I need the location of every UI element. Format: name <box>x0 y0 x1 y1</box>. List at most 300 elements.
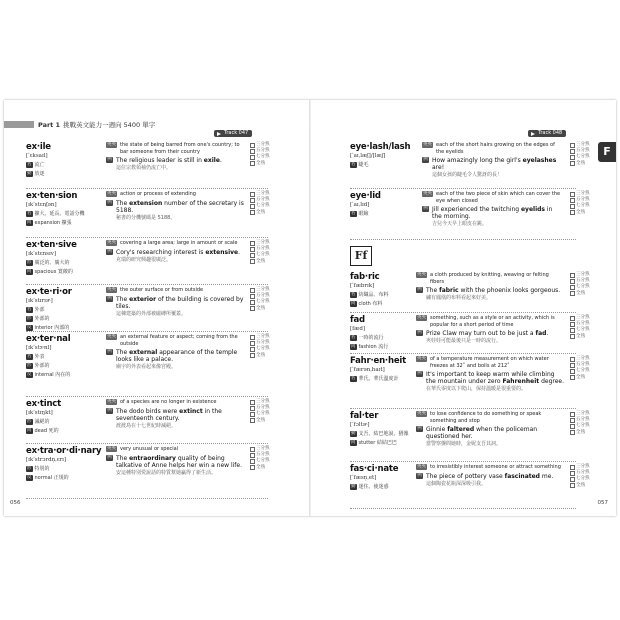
example-text <box>432 157 564 171</box>
pos-line <box>350 300 410 307</box>
word-column <box>26 191 100 226</box>
sentence-keyword: exterior <box>129 295 157 303</box>
definition-column <box>106 240 248 263</box>
gloss: internal 內在的 <box>34 372 71 378</box>
phonetic: [ˈaɪˌlæʃ]/[læʃ] <box>350 153 386 159</box>
pos-tag: 動 <box>351 430 356 436</box>
phonetic: [ɪkˈstɪŋkt] <box>26 410 53 416</box>
gloss: normal 正規的 <box>34 475 69 481</box>
example-icon: 例 <box>417 330 422 335</box>
checkbox[interactable] <box>250 155 255 160</box>
sentence-pre: The <box>116 199 130 207</box>
header-bar <box>4 121 34 128</box>
example-icon: 例 <box>417 472 422 478</box>
definition-tag: 英英 <box>107 240 116 245</box>
checkbox[interactable] <box>250 353 255 358</box>
checkbox[interactable] <box>570 465 575 470</box>
phonetic: [ˈɛksaɪl] <box>26 153 48 159</box>
checkbox[interactable] <box>570 412 575 417</box>
checklist-label: 七分熟 <box>256 203 270 209</box>
example-icon: 例 <box>417 287 422 292</box>
checklist-label: 三分熟 <box>576 356 590 361</box>
definition-text: very unusual or special <box>120 446 179 452</box>
checklist-label: 五分熟 <box>576 321 590 327</box>
pos-tag: 名 <box>27 210 32 216</box>
phonetic: [ɪkˈstrɔrdn̩ˌɛrɪ] <box>26 457 67 463</box>
headword: ex·tinct <box>26 399 62 409</box>
gloss: 外部的 <box>34 316 50 322</box>
header-part: Part 1 <box>38 121 61 129</box>
mastery-checklist <box>250 446 268 471</box>
checklist-label: 五分熟 <box>576 470 590 476</box>
checkbox[interactable] <box>250 192 255 197</box>
translation: 這個陶瓷花瓶深深吸引我。 <box>426 480 487 487</box>
definition-text: to irresistibly interest someone or attract something <box>430 464 561 470</box>
checklist-item[interactable] <box>250 259 268 265</box>
checkbox[interactable] <box>250 412 255 417</box>
phonetic: [ˈfæsn̩ˌet] <box>350 475 377 481</box>
example-sentence <box>106 296 248 310</box>
gloss: 眼瞼 <box>358 211 369 217</box>
definition-column <box>422 191 564 227</box>
pos-line <box>26 259 100 266</box>
definition-column <box>416 356 564 392</box>
checklist-label: 三分熟 <box>256 240 270 245</box>
sentence-post: in the seventeenth century. <box>116 407 222 422</box>
example-sentence <box>416 330 564 337</box>
example-icon: 例 <box>417 426 422 431</box>
definition-tag: 英英 <box>417 356 426 361</box>
sentence-keyword: extensive <box>205 248 239 256</box>
vocab-entry <box>350 140 590 189</box>
checklist-label: 全熟 <box>256 417 265 423</box>
checkbox[interactable] <box>570 149 575 154</box>
checkbox[interactable] <box>570 161 575 166</box>
phonetic: [ɪkˈstɪrɪɚ] <box>26 298 53 304</box>
headword: fas·ci·nate <box>350 464 399 474</box>
checklist-label: 五分熟 <box>256 340 270 346</box>
checkbox[interactable] <box>570 322 575 327</box>
example-icon: 例 <box>423 157 428 162</box>
definition <box>106 142 248 155</box>
sentence-post: . <box>546 330 549 337</box>
pos-tag: 形 <box>27 418 32 424</box>
mastery-checklist <box>570 142 588 167</box>
sentence-keyword: exile <box>203 157 220 164</box>
checklist-label: 三分熟 <box>256 446 270 451</box>
checklist-label: 七分熟 <box>576 327 590 333</box>
vocab-entry <box>350 409 590 462</box>
pos-line <box>26 268 100 275</box>
headword: fab·ric <box>350 272 380 282</box>
example-sentence <box>416 426 564 440</box>
gloss: cloth 布料 <box>358 301 383 307</box>
page-number: 057 <box>597 500 608 506</box>
sentence-keyword: fabric <box>439 287 459 294</box>
pos-tag: 名 <box>27 161 32 167</box>
header-title: 挑戰英文能力一週向 5400 單字 <box>63 121 156 129</box>
sentence-post: of the building is covered by tiles. <box>116 295 244 310</box>
pos-tag: 形 <box>27 315 32 321</box>
headword: ex·ter·nal <box>26 334 71 344</box>
example-sentence <box>416 473 564 480</box>
definition-tag: 英英 <box>107 446 116 451</box>
sentence-post: . <box>238 248 241 256</box>
headword: Fahr·en·heit <box>350 356 406 366</box>
sentence-post: me. <box>539 472 554 480</box>
definition-text: of a species are no longer in existence <box>120 399 217 405</box>
sentence-pre: Jill experienced the twitching <box>432 206 521 213</box>
checklist-item[interactable] <box>250 418 268 424</box>
gloss: 外表 <box>34 354 45 360</box>
sentence-keyword: eyelashes <box>522 157 557 164</box>
gloss: 睫毛 <box>358 162 369 168</box>
checklist-label: 七分熟 <box>576 476 590 482</box>
pos-line <box>26 427 100 434</box>
translation: 安這種特別愛說話的特質幫她贏得了新生活。 <box>116 469 217 476</box>
word-column <box>26 240 100 275</box>
checklist-label: 五分熟 <box>256 452 270 458</box>
definition <box>416 315 564 328</box>
pos-line <box>26 315 100 322</box>
checkbox[interactable] <box>570 285 575 290</box>
checkbox[interactable] <box>250 247 255 252</box>
checklist-label: 七分熟 <box>256 411 270 417</box>
checkbox[interactable] <box>570 430 575 435</box>
sentence-post: in the morning. <box>432 206 553 220</box>
gloss: 支吾、結巴地說、猶豫 <box>358 431 409 437</box>
checkbox[interactable] <box>570 363 575 368</box>
checkbox[interactable] <box>250 459 255 464</box>
headword: fad <box>350 315 365 325</box>
checklist-label: 七分熟 <box>256 252 270 258</box>
headword: ex·tra·or·di·nary <box>26 446 102 456</box>
gloss: interior 內部的 <box>34 325 70 331</box>
checkbox[interactable] <box>250 447 255 452</box>
checkbox[interactable] <box>570 192 575 197</box>
example-sentence <box>106 249 248 256</box>
headword: eye·lash/lash <box>350 142 411 152</box>
sentence-keyword: external <box>129 349 158 356</box>
sentence-pre: How amazingly long the girl's <box>432 157 523 164</box>
right-entries <box>350 140 590 509</box>
translation: 這位宗教領袖仍流亡中。 <box>116 165 172 171</box>
pos-tag: 同 <box>27 219 32 225</box>
checklist-label: 三分熟 <box>256 287 270 292</box>
example-sentence <box>416 371 564 385</box>
checkbox[interactable] <box>570 316 575 321</box>
pos-tag: 名 <box>351 161 356 167</box>
example-icon: 例 <box>107 454 112 460</box>
headword: ex·ile <box>26 142 51 152</box>
checkbox[interactable] <box>250 341 255 346</box>
word-column <box>26 446 100 481</box>
definition <box>106 334 248 347</box>
checkbox[interactable] <box>250 149 255 154</box>
checklist-item[interactable] <box>250 353 268 359</box>
mastery-checklist <box>570 464 588 489</box>
pos-line <box>350 161 410 168</box>
checklist-label: 七分熟 <box>576 284 590 290</box>
gloss: fashion 流行 <box>358 344 389 350</box>
pos-tag: 動 <box>27 170 32 176</box>
headword: ex·ten·sion <box>26 191 78 201</box>
definition-tag: 英英 <box>107 142 116 147</box>
example-icon: 例 <box>107 407 112 413</box>
checklist-item[interactable] <box>250 161 268 167</box>
checkbox[interactable] <box>570 143 575 148</box>
sentence-post: degree. <box>539 378 564 385</box>
checkbox[interactable] <box>250 306 255 311</box>
checkbox[interactable] <box>250 204 255 209</box>
gloss: 外部的 <box>34 363 50 369</box>
checkbox[interactable] <box>250 210 255 215</box>
checklist-item[interactable] <box>570 483 588 489</box>
track-label: Track 047 <box>214 130 252 137</box>
pos-line <box>26 371 100 378</box>
word-column <box>350 356 410 382</box>
checkbox[interactable] <box>570 155 575 160</box>
sentence-keyword: eyelids <box>520 206 545 213</box>
checkbox[interactable] <box>250 347 255 352</box>
example-sentence <box>422 157 564 171</box>
definition-text: something, such as a style or an activity, which is popular for a short period of time <box>430 315 555 328</box>
checkbox[interactable] <box>250 288 255 293</box>
word-column <box>350 411 410 446</box>
phonetic: [ˈfærənˌhaɪt] <box>350 367 385 373</box>
example-text <box>116 296 248 310</box>
checkbox[interactable] <box>570 279 575 284</box>
checkbox[interactable] <box>570 369 575 374</box>
pos-line <box>26 418 100 425</box>
pos-line <box>26 465 100 472</box>
definition-text: each of the short hairs growing on the edges of the eyelids <box>436 142 555 155</box>
checkbox[interactable] <box>250 259 255 264</box>
pos-tag: 名 <box>351 334 356 340</box>
pos-line <box>26 362 100 369</box>
pos-line <box>26 170 100 177</box>
pos-line <box>26 210 100 217</box>
pos-tag: 反 <box>27 371 32 377</box>
definition-text: covering a large area; large in amount or scale <box>120 240 238 246</box>
gloss: expansion 擴張 <box>34 220 72 226</box>
definition-tag: 英英 <box>423 142 432 147</box>
sentence-keyword: fad <box>535 330 547 337</box>
checkbox[interactable] <box>250 253 255 258</box>
book-spread <box>4 100 616 516</box>
vocab-entry <box>26 140 268 189</box>
pos-tag: 反 <box>27 474 32 480</box>
checkbox[interactable] <box>570 210 575 215</box>
pos-tag: 動 <box>351 483 356 489</box>
checklist-label: 全熟 <box>256 305 265 311</box>
definition <box>106 399 248 406</box>
definition-column <box>422 142 564 178</box>
checklist-item[interactable] <box>250 306 268 312</box>
checklist-item[interactable] <box>250 210 268 216</box>
checkbox[interactable] <box>570 477 575 482</box>
example-icon: 例 <box>107 349 112 354</box>
definition-column <box>416 315 564 344</box>
example-sentence <box>106 157 248 164</box>
headword: eye·lid <box>350 191 381 201</box>
thumb-index-tab: F <box>598 142 616 162</box>
checklist-item[interactable] <box>570 334 588 340</box>
definition <box>416 464 564 471</box>
checkbox[interactable] <box>570 334 575 339</box>
mastery-checklist <box>250 240 268 265</box>
definition <box>416 356 564 369</box>
checklist-label: 全熟 <box>256 160 265 166</box>
checklist-item[interactable] <box>570 161 588 167</box>
pos-line <box>26 353 100 360</box>
checkbox[interactable] <box>570 273 575 278</box>
checklist-label: 七分熟 <box>256 346 270 352</box>
checkbox[interactable] <box>570 375 575 380</box>
pos-tag: 形 <box>27 362 32 368</box>
pos-line <box>350 439 410 446</box>
definition <box>416 411 564 424</box>
checkbox[interactable] <box>250 198 255 203</box>
checkbox[interactable] <box>250 294 255 299</box>
checkbox[interactable] <box>570 483 575 488</box>
checklist-label: 五分熟 <box>256 148 270 154</box>
checkbox[interactable] <box>570 357 575 362</box>
checklist-label: 五分熟 <box>576 362 590 368</box>
sentence-post: when the policeman questioned her. <box>426 426 538 440</box>
example-text <box>426 330 548 337</box>
gloss: spacious 寬敞的 <box>34 269 73 275</box>
sentence-keyword: extinct <box>179 407 203 415</box>
translation: 在華氏零度以下爬山，保持溫暖是很重要的。 <box>426 386 527 392</box>
checkbox[interactable] <box>250 453 255 458</box>
translation: 克瑞的研究興趣很廣泛。 <box>116 256 172 263</box>
mastery-checklist <box>250 191 268 216</box>
checklist-label: 全熟 <box>576 160 585 166</box>
checkbox[interactable] <box>250 143 255 148</box>
checklist-label: 七分熟 <box>576 423 590 429</box>
sentence-post: with the phoenix looks gorgeous. <box>458 287 561 294</box>
sentence-pre: The <box>116 349 130 356</box>
checklist-item[interactable] <box>250 465 268 471</box>
translation: 這個女孩的睫毛令人驚訝的長！ <box>432 172 503 178</box>
definition-tag: 英英 <box>423 191 432 196</box>
checklist-item[interactable] <box>570 375 588 381</box>
checkbox[interactable] <box>570 204 575 209</box>
phonetic: [ɪkˈstɛnsɪv] <box>26 251 57 257</box>
mastery-checklist <box>570 356 588 381</box>
sentence-pre: Cory's researching interest is <box>116 248 206 256</box>
checkbox[interactable] <box>570 198 575 203</box>
checkbox[interactable] <box>250 406 255 411</box>
vocab-entry <box>26 332 268 397</box>
checkbox[interactable] <box>250 465 255 470</box>
definition <box>106 191 248 198</box>
checklist-label: 三分熟 <box>256 191 270 196</box>
checkbox[interactable] <box>570 424 575 429</box>
checklist-label: 五分熟 <box>256 246 270 252</box>
checklist-item[interactable] <box>570 430 588 436</box>
checklist-label: 五分熟 <box>256 293 270 299</box>
headword: ex·ten·sive <box>26 240 77 250</box>
vocab-entry <box>350 189 590 240</box>
checklist-label: 七分熟 <box>256 154 270 160</box>
mastery-checklist <box>570 191 588 216</box>
pos-tag: 同 <box>27 427 32 433</box>
checkbox[interactable] <box>570 471 575 476</box>
translation: 繡有鳳凰的布料看起來好美。 <box>426 295 492 301</box>
definition-text: of a temperature measurement on which water freezes at 32˚ and boils at 212˚ <box>430 356 549 369</box>
definition <box>422 191 564 204</box>
gloss: 外部 <box>34 307 45 313</box>
mastery-checklist <box>570 315 588 340</box>
checkbox[interactable] <box>570 418 575 423</box>
definition-text: the outer surface or from outside <box>120 287 204 293</box>
pos-tag: 同 <box>351 343 356 349</box>
word-column <box>350 191 410 217</box>
definition <box>106 240 248 247</box>
translation: 渡渡鳥在十七世紀時滅絕。 <box>116 422 177 429</box>
pos-tag: 名 <box>351 291 356 297</box>
word-column <box>26 142 100 177</box>
gloss: 廣泛的、廣大的 <box>34 260 70 266</box>
sentence-keyword: entraordinary <box>129 454 176 462</box>
definition <box>106 287 248 294</box>
checkbox[interactable] <box>250 161 255 166</box>
pos-tag: 同 <box>351 439 356 445</box>
definition <box>416 272 564 285</box>
gloss: 華氏、華氏溫度計 <box>358 376 399 382</box>
vocab-entry <box>26 397 268 444</box>
example-text <box>116 249 240 256</box>
example-sentence <box>106 349 248 363</box>
phonetic: [ˈfæbrɪk] <box>350 283 375 289</box>
checklist-item[interactable] <box>570 210 588 216</box>
definition-column <box>106 446 248 476</box>
checkbox[interactable] <box>250 241 255 246</box>
checklist-item[interactable] <box>570 291 588 297</box>
definition-column <box>106 399 248 429</box>
gloss: 滅絕的 <box>34 419 50 425</box>
left-entries <box>26 140 268 499</box>
gloss: 擴大、延長、電話分機 <box>34 211 85 217</box>
checklist-label: 五分熟 <box>576 148 590 154</box>
translation: 秘書的分機號碼是 5188。 <box>116 214 176 221</box>
checkbox[interactable] <box>250 418 255 423</box>
checkbox[interactable] <box>250 300 255 305</box>
checkbox[interactable] <box>250 335 255 340</box>
checklist-label: 全熟 <box>576 429 585 435</box>
sentence-post: . <box>219 157 222 164</box>
definition-tag: 英英 <box>417 315 426 320</box>
checkbox[interactable] <box>250 400 255 405</box>
checkbox[interactable] <box>570 291 575 296</box>
definition-tag: 英英 <box>107 287 116 292</box>
checklist-label: 全熟 <box>576 482 585 488</box>
word-column <box>26 287 100 331</box>
example-icon: 例 <box>107 295 112 301</box>
mastery-checklist <box>250 399 268 424</box>
pos-line <box>26 219 100 226</box>
pos-line <box>26 161 100 168</box>
gloss: stutter 結結巴巴 <box>358 440 397 446</box>
example-icon: 例 <box>107 248 112 254</box>
definition-text: action or process of extending <box>120 191 196 197</box>
checkbox[interactable] <box>570 328 575 333</box>
pos-line <box>350 483 410 490</box>
checklist-label: 七分熟 <box>576 203 590 209</box>
sentence-keyword: fascinated <box>504 472 540 480</box>
